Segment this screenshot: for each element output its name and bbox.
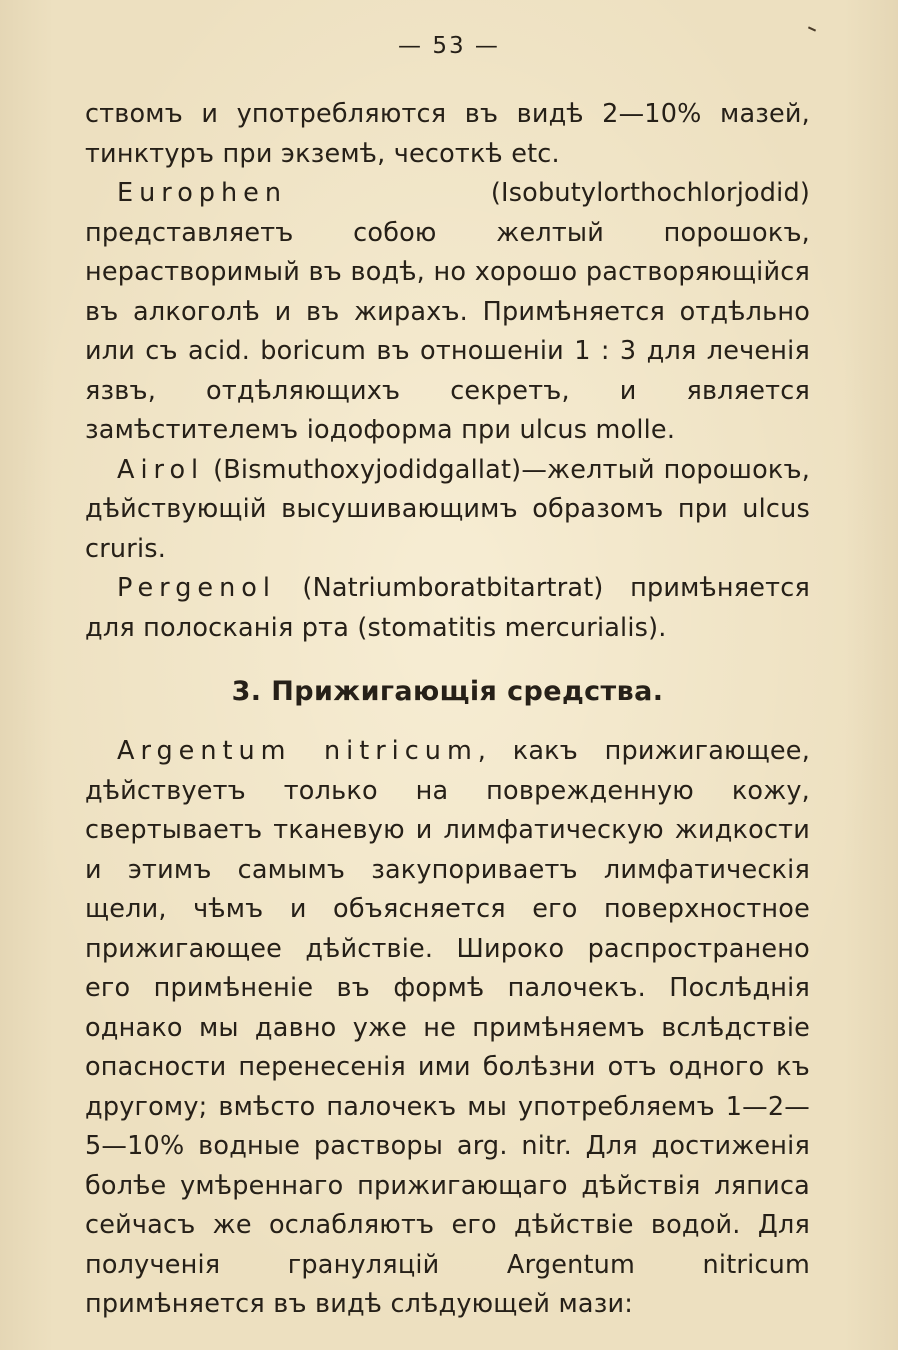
body-text xyxy=(85,95,810,1325)
page-number: — 53 — xyxy=(398,33,500,59)
paragraph-europhen xyxy=(85,174,810,451)
corner-mark xyxy=(808,26,816,31)
paragraph-europhen-text: (Isobutylorthochlorjodid) представляетъ собою желтый порошокъ, нерастворимый въ водѣ, но хорошо растворяющійся въ алкоголѣ и въ жирахъ. Примѣняется отдѣльно или съ acid. boricum въ отношеніи 1 : 3 для леченія язвъ, отдѣляющихъ секретъ, и является замѣстителемъ іодоформа при ulcus molle. xyxy=(85,178,810,445)
paragraph-continuation: ствомъ и употребляются въ видѣ 2—10% мазей, тинктуръ при экземѣ, чесоткѣ etc. xyxy=(85,99,810,169)
paragraph-argentum-text: , какъ прижигающее, дѣйствуетъ только на поврежденную кожу, свертываетъ тканевую и лимфатическую жидкости и этимъ самымъ закупориваетъ лимфатическія щели, чѣмъ и объясняется его поверхностное прижигающее дѣйствіе. Широко распространено его примѣненіе въ формѣ палочекъ. Послѣднія однако мы давно уже не примѣняемъ вслѣдствіе опасности перенесенія ими болѣзни отъ одного къ другому; вмѣсто палочекъ мы употребляемъ 1—2—5—10% водные растворы arg. nitr. Для достиженія болѣе умѣреннаго прижигающаго дѣйствія ляписа сейчасъ же ослабляютъ его дѣйствіе водой. Для полученія грануляцій Argentum nitricum примѣняется въ видѣ слѣдующей мази: xyxy=(85,736,810,1319)
drug-name-airol: Airol xyxy=(117,454,205,485)
paragraph-airol xyxy=(85,451,810,570)
drug-name-argentum: Argentum nitricum xyxy=(117,736,478,766)
paragraph-pergenol-text: (Natriumboratbitartrat) примѣняется для полосканія рта (stomatitis mercurialis). xyxy=(85,573,810,643)
drug-name-pergenol: Pergenol xyxy=(117,573,276,603)
drug-name-europhen: Europhen xyxy=(117,178,287,208)
paragraph-argentum xyxy=(85,732,810,1325)
paragraph-pergenol xyxy=(85,569,810,648)
section-heading: 3. Прижигающія средства. xyxy=(231,676,664,707)
paragraph-airol-text: (Bismuthoxyjodidgallat)—желтый порошокъ, дѣйствующій высушивающимъ образомъ при ulcus cruris. xyxy=(85,454,810,564)
